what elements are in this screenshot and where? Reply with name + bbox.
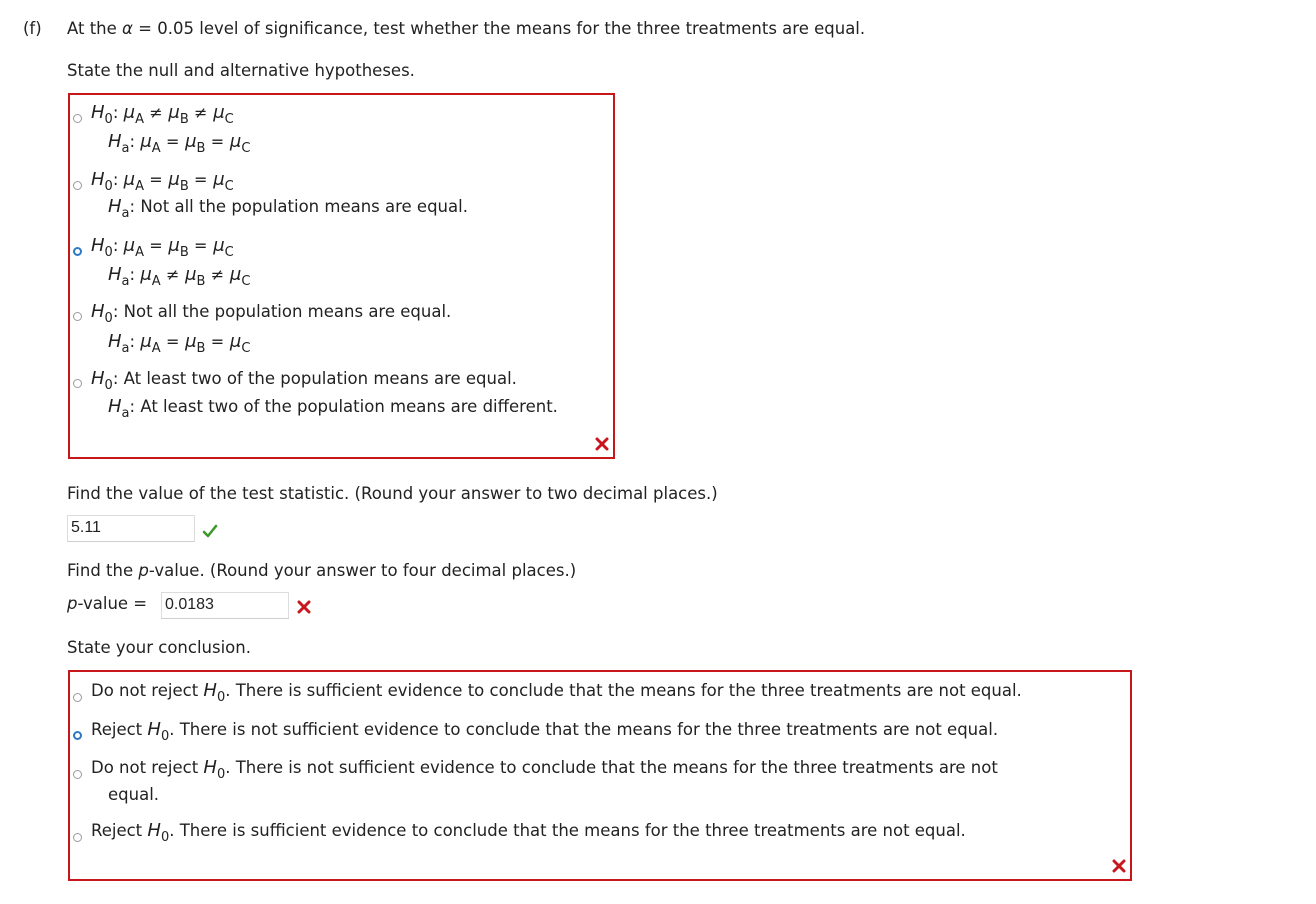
radio-button[interactable]: [73, 770, 82, 779]
h0-line: $H_0$: Not all the population means are equal.: [91, 301, 452, 326]
h0-line: $H_0$: $\mu_A \ne \mu_B \ne \mu_C$: [91, 102, 234, 127]
p-value-label: p-value =: [67, 594, 148, 613]
conclusion-text: Reject $H_0$. There is not sufficient evidence to conclude that the means for the three treatments are not equal.: [91, 719, 999, 744]
ha-line: $H_a$: Not all the population means are equal.: [108, 196, 468, 221]
ha-line: $H_a$: $\mu_A = \mu_B = \mu_C$: [108, 331, 251, 356]
ha-line: $H_a$: $\mu_A = \mu_B = \mu_C$: [108, 131, 251, 156]
h0-line: $H_0$: At least two of the population means are equal.: [91, 368, 517, 393]
check-mark-icon: [202, 524, 218, 538]
radio-button-selected[interactable]: [73, 731, 82, 740]
ha-line: $H_a$: $\mu_A \ne \mu_B \ne \mu_C$: [108, 264, 251, 289]
hypotheses-answer-box: [68, 93, 615, 459]
conclusion-text: Do not reject $H_0$. There is not sufficient evidence to conclude that the means for the three treatments are not: [91, 757, 998, 782]
conclusion-text: Reject $H_0$. There is sufficient evidence to conclude that the means for the three treatments are not equal.: [91, 820, 966, 845]
test-statistic-input[interactable]: 5.11: [67, 515, 195, 542]
radio-button[interactable]: [73, 833, 82, 842]
p-value-prompt: Find the p-value. (Round your answer to four decimal places.): [67, 561, 577, 580]
x-mark-icon: [1112, 859, 1126, 873]
part-label: (f): [23, 19, 42, 38]
radio-button[interactable]: [73, 312, 82, 321]
hypotheses-prompt: State the null and alternative hypotheses.: [67, 61, 415, 80]
p-value-input[interactable]: 0.0183: [161, 592, 289, 619]
radio-button-selected[interactable]: [73, 247, 82, 256]
x-mark-icon: [595, 437, 609, 451]
ha-line: $H_a$: At least two of the population means are different.: [108, 396, 558, 421]
h0-line: $H_0$: $\mu_A = \mu_B = \mu_C$: [91, 169, 234, 194]
radio-button[interactable]: [73, 379, 82, 388]
h0-line: $H_0$: $\mu_A = \mu_B = \mu_C$: [91, 235, 234, 260]
radio-button[interactable]: [73, 693, 82, 702]
test-statistic-prompt: Find the value of the test statistic. (Round your answer to two decimal places.): [67, 484, 718, 503]
conclusion-text-continued: equal.: [108, 785, 160, 804]
x-mark-icon: [297, 600, 311, 614]
conclusion-text: Do not reject $H_0$. There is sufficient evidence to conclude that the means for the three treatments are not equal.: [91, 680, 1022, 705]
radio-button[interactable]: [73, 181, 82, 190]
part-question: At the α = 0.05 level of significance, test whether the means for the three treatments are equal.: [67, 19, 866, 38]
conclusion-answer-box: [68, 670, 1132, 881]
conclusion-prompt: State your conclusion.: [67, 638, 251, 657]
radio-button[interactable]: [73, 114, 82, 123]
